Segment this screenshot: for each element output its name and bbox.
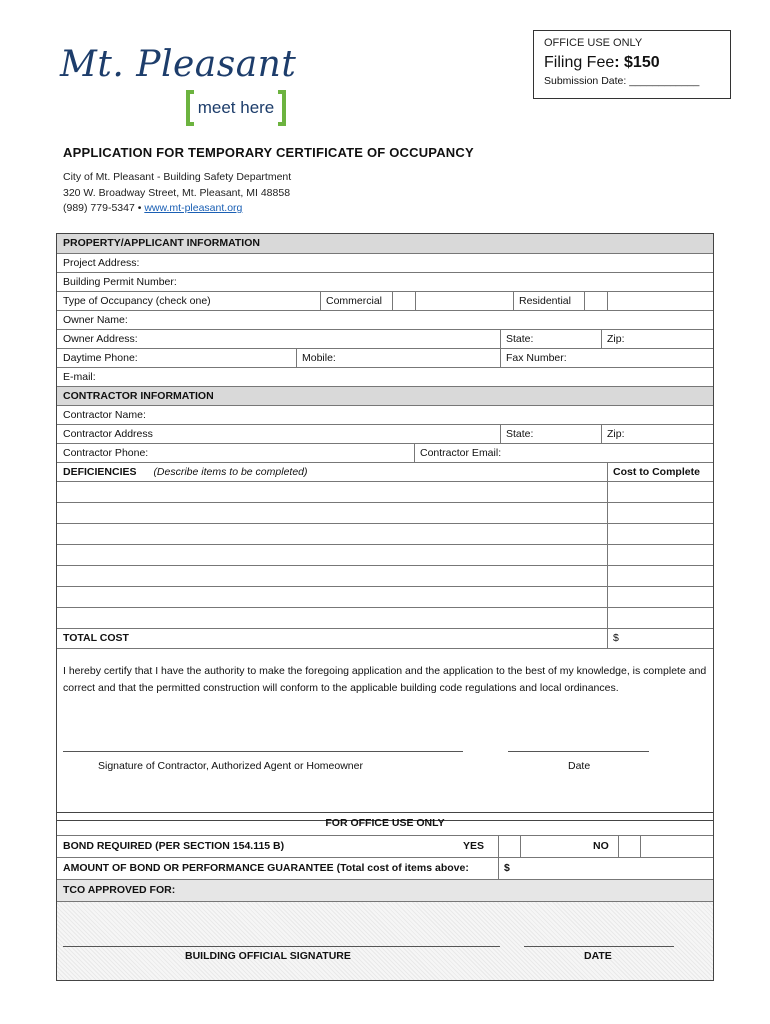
deficiency-row[interactable] (57, 544, 713, 565)
owner-zip-label: Zip: (607, 333, 625, 345)
logo-tagline-bracket (186, 90, 286, 126)
residential-label: Residential (519, 295, 571, 307)
deficiency-row[interactable] (57, 565, 713, 586)
official-signature-line[interactable] (63, 946, 500, 947)
yes-label: YES (463, 840, 485, 852)
deficiencies-title (57, 463, 308, 481)
mobile-label: Mobile: (302, 352, 336, 364)
official-signature-label: BUILDING OFFICIAL SIGNATURE (185, 950, 351, 962)
divider (607, 545, 608, 565)
total-cost-field[interactable]: $ (613, 632, 619, 644)
divider (607, 503, 608, 523)
total-cost-label: TOTAL COST (63, 632, 129, 644)
certification-block (57, 648, 713, 820)
email-row[interactable] (57, 367, 713, 386)
submission-date: Submission Date: ____________ (544, 75, 700, 87)
certification-text: I hereby certify that I have the authority to make the foregoing application and the application to the best of my knowledge, is complete and correct and that the permitted construction will conform to the applicable building code regulations and local ordinances. (63, 665, 707, 694)
office-use-box (533, 30, 731, 99)
section-header-contractor (57, 386, 713, 405)
divider (607, 608, 608, 628)
commercial-checkbox[interactable] (392, 292, 415, 310)
bond-required-label: BOND REQUIRED (PER SECTION 154.115 B) (63, 840, 285, 852)
occupancy-type-row (57, 291, 713, 310)
fax-label: Fax Number: (506, 352, 567, 364)
daytime-phone-label: Daytime Phone: (63, 352, 138, 364)
divider (607, 524, 608, 544)
owner-address-row[interactable] (57, 329, 713, 348)
divider (607, 292, 608, 310)
divider (607, 587, 608, 607)
deficiency-row[interactable] (57, 502, 713, 523)
filing-fee-value: $150 (624, 54, 660, 71)
divider (607, 482, 608, 502)
email-label: E-mail: (63, 371, 96, 383)
contractor-email-label: Contractor Email: (420, 447, 502, 459)
filing-fee-label: Filing Fee (544, 54, 615, 71)
filing-fee-colon: : (614, 54, 620, 71)
contractor-header: CONTRACTOR INFORMATION (63, 390, 214, 402)
filing-fee (544, 54, 720, 72)
contractor-name-row[interactable] (57, 405, 713, 424)
divider (640, 836, 641, 857)
contractor-phone-row[interactable] (57, 443, 713, 462)
application-form-table (56, 233, 714, 821)
deficiency-row[interactable] (57, 481, 713, 502)
phone-number: (989) 779-5347 • (63, 202, 142, 214)
office-use-header-row (57, 813, 713, 835)
deficiencies-hint: (Describe items to be completed) (153, 466, 308, 478)
deficiencies-label: DEFICIENCIES (63, 466, 137, 478)
signature-label: Signature of Contractor, Authorized Agent or Homeowner (98, 760, 363, 772)
form-title: APPLICATION FOR TEMPORARY CERTIFICATE OF OCCUPANCY (63, 145, 474, 160)
no-checkbox[interactable] (618, 836, 640, 857)
contractor-name-label: Contractor Name: (63, 409, 146, 421)
office-use-table (56, 812, 714, 981)
signature-line[interactable] (63, 751, 463, 752)
permit-number-label: Building Permit Number: (63, 276, 177, 288)
contractor-phone-label: Contractor Phone: (63, 447, 149, 459)
bond-amount-row (57, 857, 713, 879)
owner-name-row[interactable] (57, 310, 713, 329)
owner-state-label: State: (506, 333, 534, 345)
official-signature-area (57, 901, 713, 980)
website-link[interactable]: www.mt-pleasant.org (144, 202, 243, 214)
total-cost-row (57, 628, 713, 648)
permit-number-row[interactable] (57, 272, 713, 291)
divider (415, 292, 416, 310)
contractor-zip-label: Zip: (607, 428, 625, 440)
project-address-row[interactable] (57, 253, 713, 272)
commercial-label: Commercial (326, 295, 383, 307)
official-date-label: DATE (584, 950, 612, 962)
office-use-label: OFFICE USE ONLY (544, 37, 643, 49)
deficiency-row[interactable] (57, 523, 713, 544)
date-label: Date (568, 760, 591, 772)
logo-wordmark: Mt. Pleasant (60, 44, 297, 85)
yes-checkbox[interactable] (498, 836, 520, 857)
property-header: PROPERTY/APPLICANT INFORMATION (63, 237, 260, 249)
bond-amount-field[interactable]: $ (504, 862, 510, 874)
owner-name-label: Owner Name: (63, 314, 128, 326)
logo-tagline: meet here (197, 98, 275, 117)
address-line-2: 320 W. Broadway Street, Mt. Pleasant, MI 48858 (63, 186, 291, 199)
address-line-1: City of Mt. Pleasant - Building Safety Department (63, 171, 292, 183)
bond-required-row (57, 835, 713, 857)
residential-checkbox[interactable] (584, 292, 607, 310)
tco-approved-label: TCO APPROVED FOR: (63, 884, 176, 896)
contractor-address-row[interactable] (57, 424, 713, 443)
office-use-header: FOR OFFICE USE ONLY (325, 817, 445, 829)
deficiency-row[interactable] (57, 586, 713, 607)
no-label: NO (593, 840, 609, 852)
occupancy-type-label: Type of Occupancy (check one) (63, 295, 211, 307)
section-header-property (57, 234, 713, 253)
date-line[interactable] (508, 751, 649, 752)
deficiencies-header-row (57, 462, 713, 481)
divider (520, 836, 521, 857)
cost-to-complete-header: Cost to Complete (613, 466, 700, 478)
project-address-label: Project Address: (63, 257, 140, 269)
tco-approved-row[interactable] (57, 879, 713, 901)
divider (607, 566, 608, 586)
department-address (63, 170, 291, 217)
bond-amount-label: AMOUNT OF BOND OR PERFORMANCE GUARANTEE (Total cost of items above: (63, 862, 469, 874)
address-contact (63, 201, 291, 217)
owner-address-label: Owner Address: (63, 333, 138, 345)
official-date-line[interactable] (524, 946, 674, 947)
deficiency-row[interactable] (57, 607, 713, 628)
contractor-address-label: Contractor Address (63, 428, 153, 440)
phone-row[interactable] (57, 348, 713, 367)
contractor-state-label: State: (506, 428, 534, 440)
